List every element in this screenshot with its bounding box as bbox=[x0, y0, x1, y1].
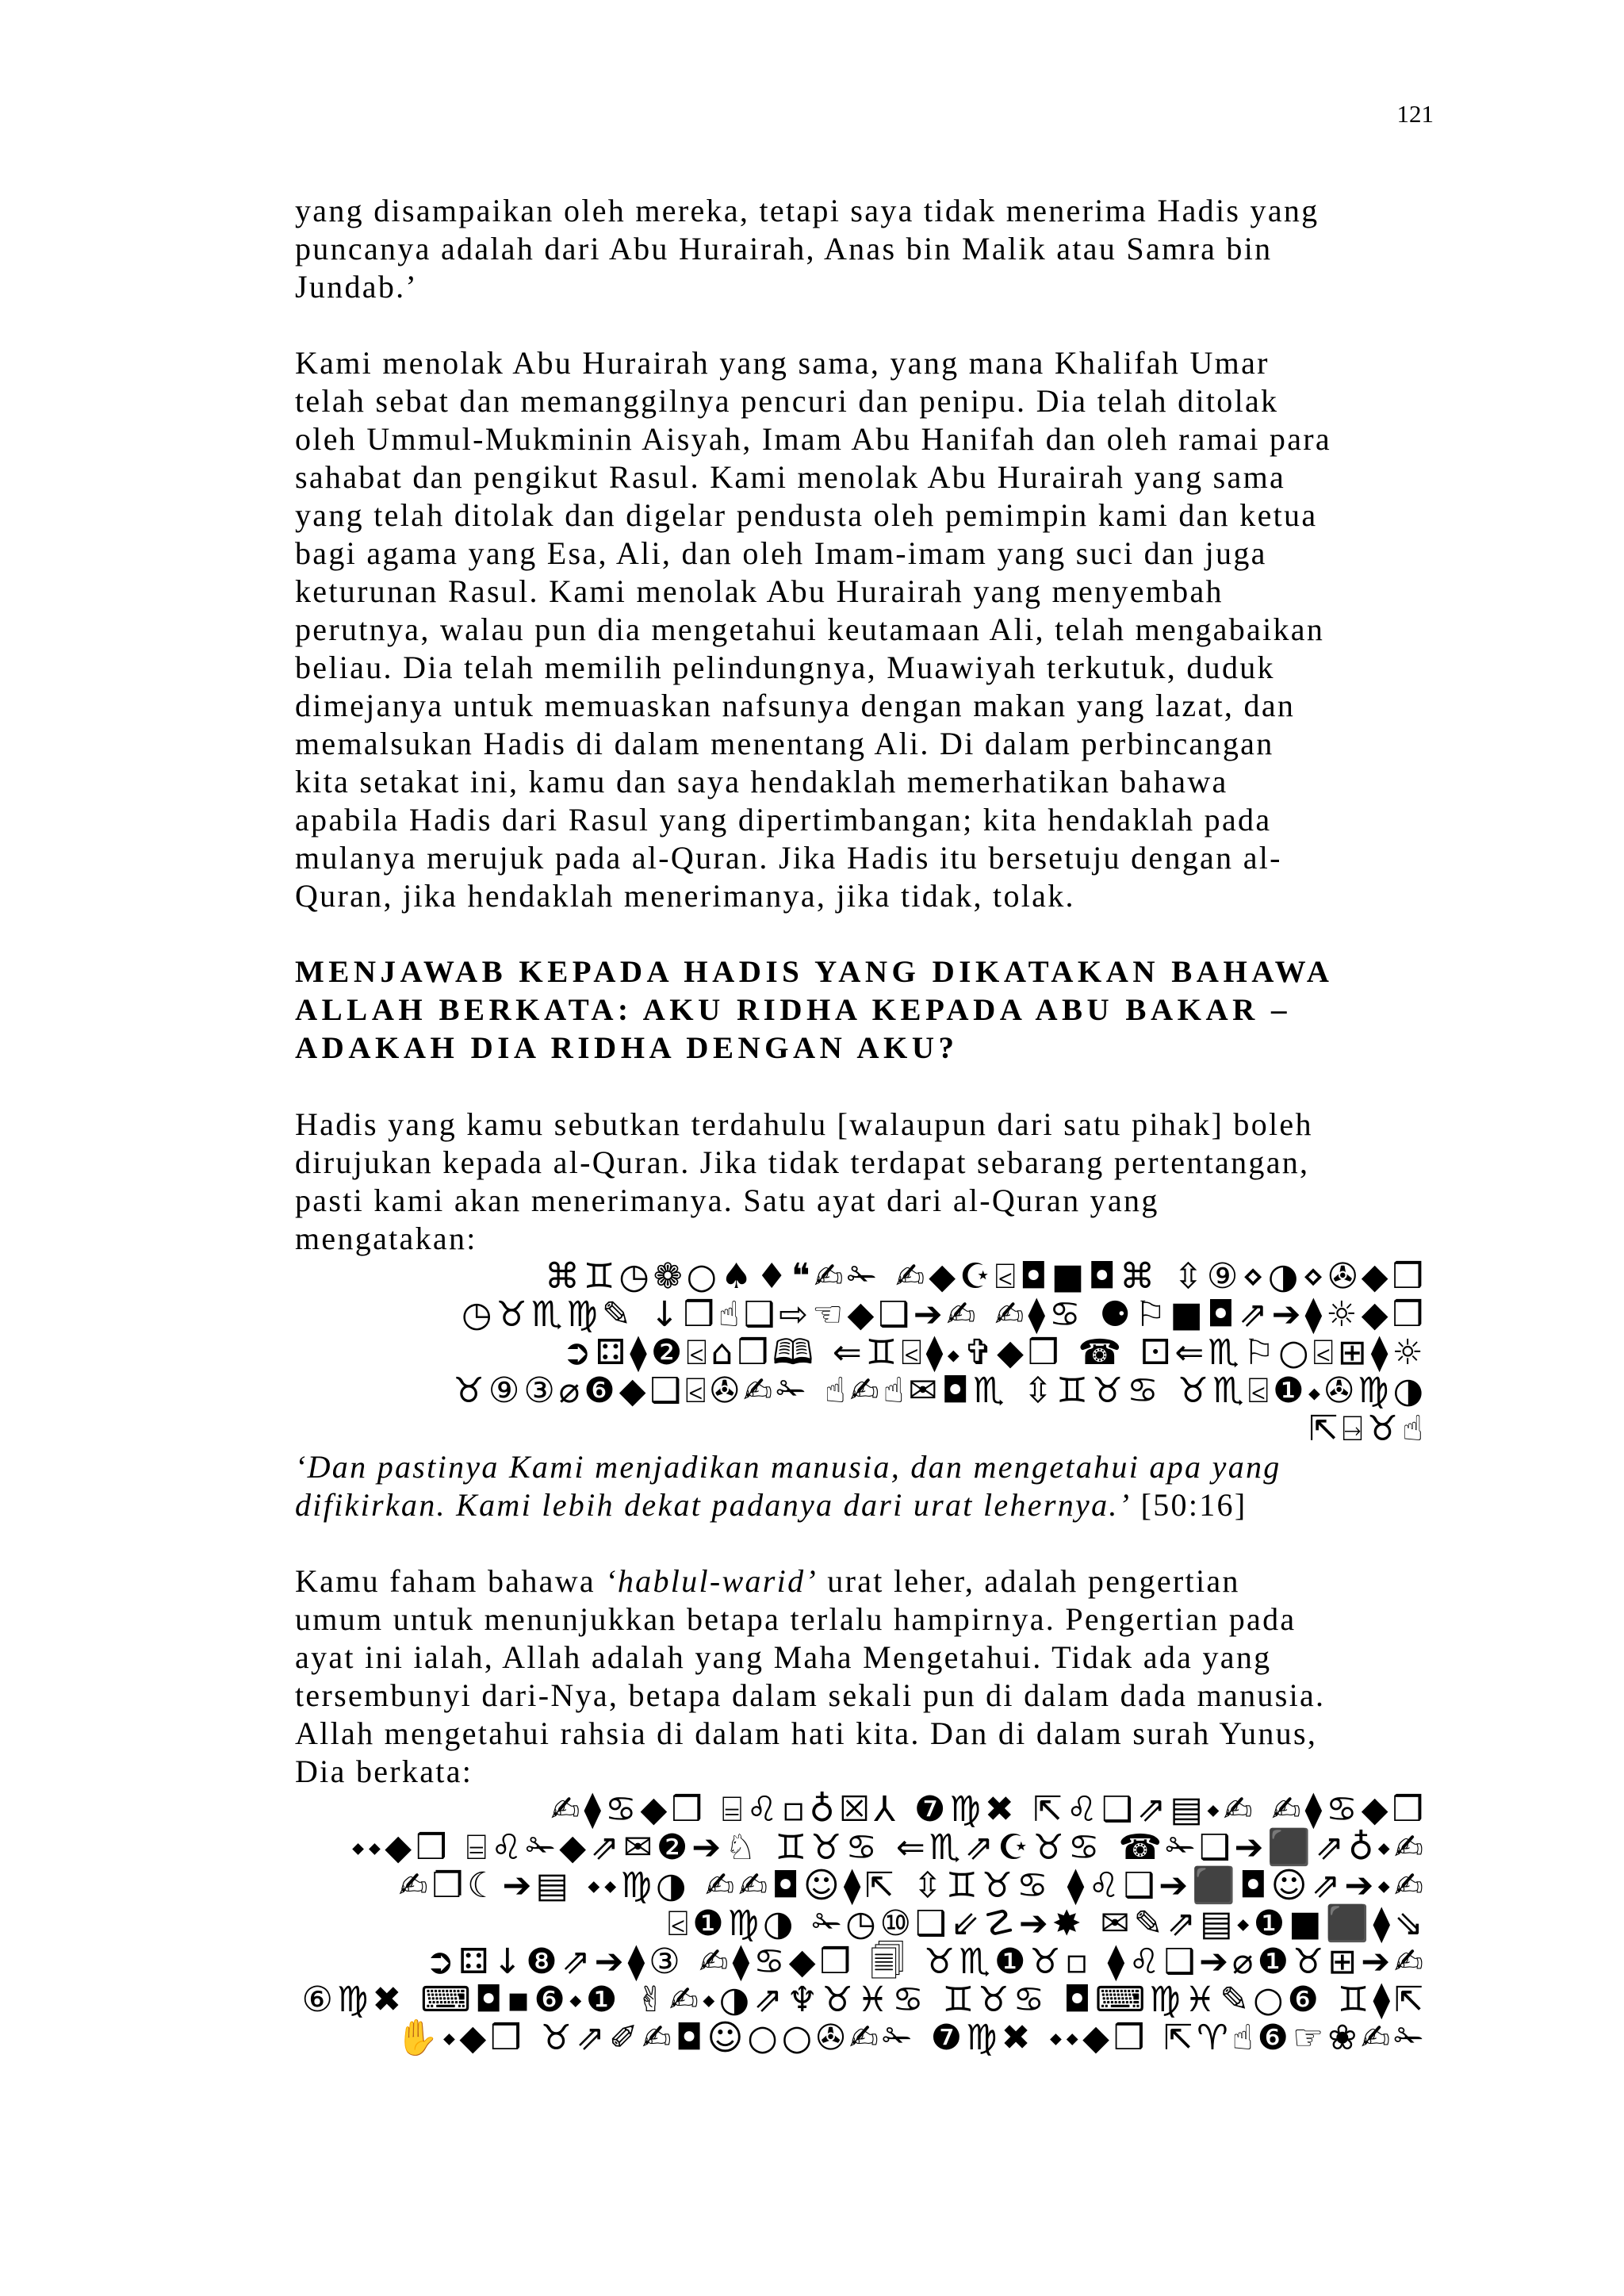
text-line: beliau. Dia telah memilih pelindungnya, Muawiyah terkutuk, duduk bbox=[295, 650, 1275, 685]
text-line: Hadis yang kamu sebutkan terdahulu [walaupun dari satu pihak] boleh bbox=[295, 1106, 1313, 1142]
text-line: telah sebat dan memanggilnya pencuri dan penipu. Dia telah ditolak bbox=[295, 383, 1279, 419]
text-line: pasti kami akan menerimanya. Satu ayat dari al-Quran yang bbox=[295, 1182, 1159, 1218]
text-line: apabila Hadis dari Rasul yang dipertimbangan; kita hendaklah pada bbox=[295, 802, 1272, 838]
text-line: Dia berkata: bbox=[295, 1754, 473, 1789]
translation-line-italic: difikirkan. Kami lebih dekat padanya dari urat lehernya.’ bbox=[295, 1487, 1132, 1523]
heading-line: MENJAWAB KEPADA HADIS YANG DIKATAKAN BAHAWA bbox=[295, 955, 1334, 989]
text-line: dirujukan kepada al-Quran. Jika tidak terdapat sebarang pertentangan, bbox=[295, 1144, 1310, 1180]
verse-1-translation bbox=[295, 1448, 1427, 1524]
page-content bbox=[295, 192, 1427, 2057]
text-line: bagi agama yang Esa, Ali, dan oleh Imam-imam yang suci dan juga bbox=[295, 535, 1267, 571]
verse-reference: [50:16] bbox=[1131, 1487, 1247, 1523]
text-line: Kami menolak Abu Hurairah yang sama, yang mana Khalifah Umar bbox=[295, 345, 1270, 381]
verse-line: ✍⧫♋◆❒ ⌸♌▫♁☒⅄ ❼♍✖ ⇱♌❑⇗▤⬩✍ ✍⧫♋◆❒ bbox=[550, 1789, 1427, 1830]
paragraph-3-with-verse bbox=[295, 1106, 1427, 1524]
paragraph-4 bbox=[295, 1562, 1427, 1791]
paragraph-2 bbox=[295, 344, 1427, 915]
verse-line: ⑥♍✖ ⌨◘▪❻⬩❶ ✌✍⬩◑⇗♆♉♓♋ ♊♉♋ ◘⌨♍♓✎○❻ ♊⧫⇱ bbox=[301, 1980, 1427, 2020]
verse-line: ◷♉♏♍✎ ↓❒☝❑⇨☜◆❑➔✍ ✍⧫♋ ⚈⚐■◘⇗➔⧫☼◆❒ bbox=[462, 1294, 1427, 1335]
verse-line: ⇱⍈♉☝ bbox=[1308, 1409, 1427, 1449]
text-line: Allah mengetahui rahsia di dalam hati kita. Dan di dalam surah Yunus, bbox=[295, 1715, 1318, 1751]
text-line: Quran, jika hendaklah menerimanya, jika tidak, tolak. bbox=[295, 878, 1075, 914]
text-line: tersembunyi dari-Nya, betapa dalam sekali pun di dalam dada manusia. bbox=[295, 1677, 1326, 1713]
text-line: dimejanya untuk memuaskan nafsunya dengan makan yang lazat, dan bbox=[295, 688, 1296, 723]
arabic-verse-2 bbox=[295, 1791, 1427, 2057]
text-segment: Kamu faham bahawa bbox=[295, 1563, 606, 1599]
paragraph-4-with-verse bbox=[295, 1562, 1427, 2057]
section-heading bbox=[295, 953, 1427, 1068]
heading-line: ALLAH BERKATA: AKU RIDHA KEPADA ABU BAKAR – bbox=[295, 993, 1292, 1027]
paragraph-3 bbox=[295, 1106, 1427, 1258]
text-line: ayat ini ialah, Allah adalah yang Maha Mengetahui. Tidak ada yang bbox=[295, 1639, 1272, 1675]
page-number: 121 bbox=[1396, 100, 1434, 128]
verse-line: ⌘♊◷❁○♠♦❝✍✁ ✍◆☪⍃◘■◘⌘ ⇳⑨⋄◑⋄✇◆❒ bbox=[544, 1256, 1427, 1297]
text-line: mulanya merujuk pada al-Quran. Jika Hadis itu bersetuju dengan al- bbox=[295, 840, 1282, 876]
text-line: oleh Ummul-Mukminin Aisyah, Imam Abu Hanifah dan oleh ramai para bbox=[295, 421, 1331, 457]
arabic-verse-1 bbox=[295, 1258, 1427, 1448]
paragraph-1 bbox=[295, 192, 1427, 306]
translation-line-2 bbox=[295, 1486, 1427, 1524]
text-line: yang telah ditolak dan digelar pendusta oleh pemimpin kami dan ketua bbox=[295, 497, 1318, 533]
italic-term: ‘hablul-warid’ bbox=[605, 1563, 818, 1599]
verse-line: ♉⑨③⌀❻◆❑⍃✇✍✁ ☝✍☝✉◘♏ ⇳♊♉♋ ♉♏⍃❶⬩✇♍◑ bbox=[453, 1370, 1427, 1411]
verse-line: ➲⚃⧫❷⍃⌂❒🕮 ⇐♊⍃⧫⬩✞◆❒ ☎ ⚀⇐♏⚐○⍃⊞⧫☼ bbox=[561, 1332, 1427, 1373]
translation-line: ‘Dan pastinya Kami menjadikan manusia, dan mengetahui apa yang bbox=[295, 1449, 1281, 1485]
verse-line: ✋⬩◆❒ ♉⇗✐✍◘☺○○✇✍✁ ❼♍✖ ⬩⬩◆❒ ⇱♈☝❻☞❀✍✁ bbox=[395, 2018, 1427, 2058]
text-line: keturunan Rasul. Kami menolak Abu Hurairah yang menyembah bbox=[295, 573, 1224, 609]
text-line: yang disampaikan oleh mereka, tetapi saya tidak menerima Hadis yang bbox=[295, 193, 1320, 228]
text-line: mengatakan: bbox=[295, 1221, 477, 1256]
text-line: kita setakat ini, kamu dan saya hendaklah memerhatikan bahawa bbox=[295, 764, 1228, 799]
text-line bbox=[295, 1562, 1427, 1600]
text-line: Jundab.’ bbox=[295, 269, 419, 305]
verse-line: ⍃❶♍◑ ✁◷⑩❑⇙☡➔✸ ✉✎⇗▤⬩❶■⬛⧫⇘ bbox=[667, 1903, 1427, 1944]
text-line: perutnya, walau pun dia mengetahui keutamaan Ali, telah mengabaikan bbox=[295, 611, 1325, 647]
text-line: puncanya adalah dari Abu Hurairah, Anas bin Malik atau Samra bin bbox=[295, 231, 1273, 266]
text-line: memalsukan Hadis di dalam menentang Ali. Di dalam perbincangan bbox=[295, 726, 1274, 761]
text-segment: urat leher, adalah pengertian bbox=[818, 1563, 1240, 1599]
verse-line: ⬩⬩◆❒ ⌸♌✁◆⇗✉❷➔♘ ♊♉♋ ⇐♏⇗☪♉♋ ☎✁❑➔⬛⇗♁⬩✍ bbox=[351, 1827, 1427, 1868]
text-line: umum untuk menunjukkan betapa terlalu hampirnya. Pengertian pada bbox=[295, 1601, 1297, 1637]
heading-line: ADAKAH DIA RIDHA DENGAN AKU? bbox=[295, 1031, 959, 1065]
verse-line: ➲⚃↓❽⇗➔⧫③ ✍⧫♋◆❒ 🗐 ♉♏❶♉▫ ⧫♌❑➔⌀❶♉⊞➔✍ bbox=[425, 1941, 1427, 1982]
text-line: sahabat dan pengikut Rasul. Kami menolak Abu Hurairah yang sama bbox=[295, 459, 1286, 495]
verse-line: ✍❐☾➔▤ ⬩⬩♍◑ ✍✍◘☺⧫⇱ ⇳♊♉♋ ⧫♌❑➔⬛◘☺⇗➔⬩✍ bbox=[398, 1865, 1427, 1906]
